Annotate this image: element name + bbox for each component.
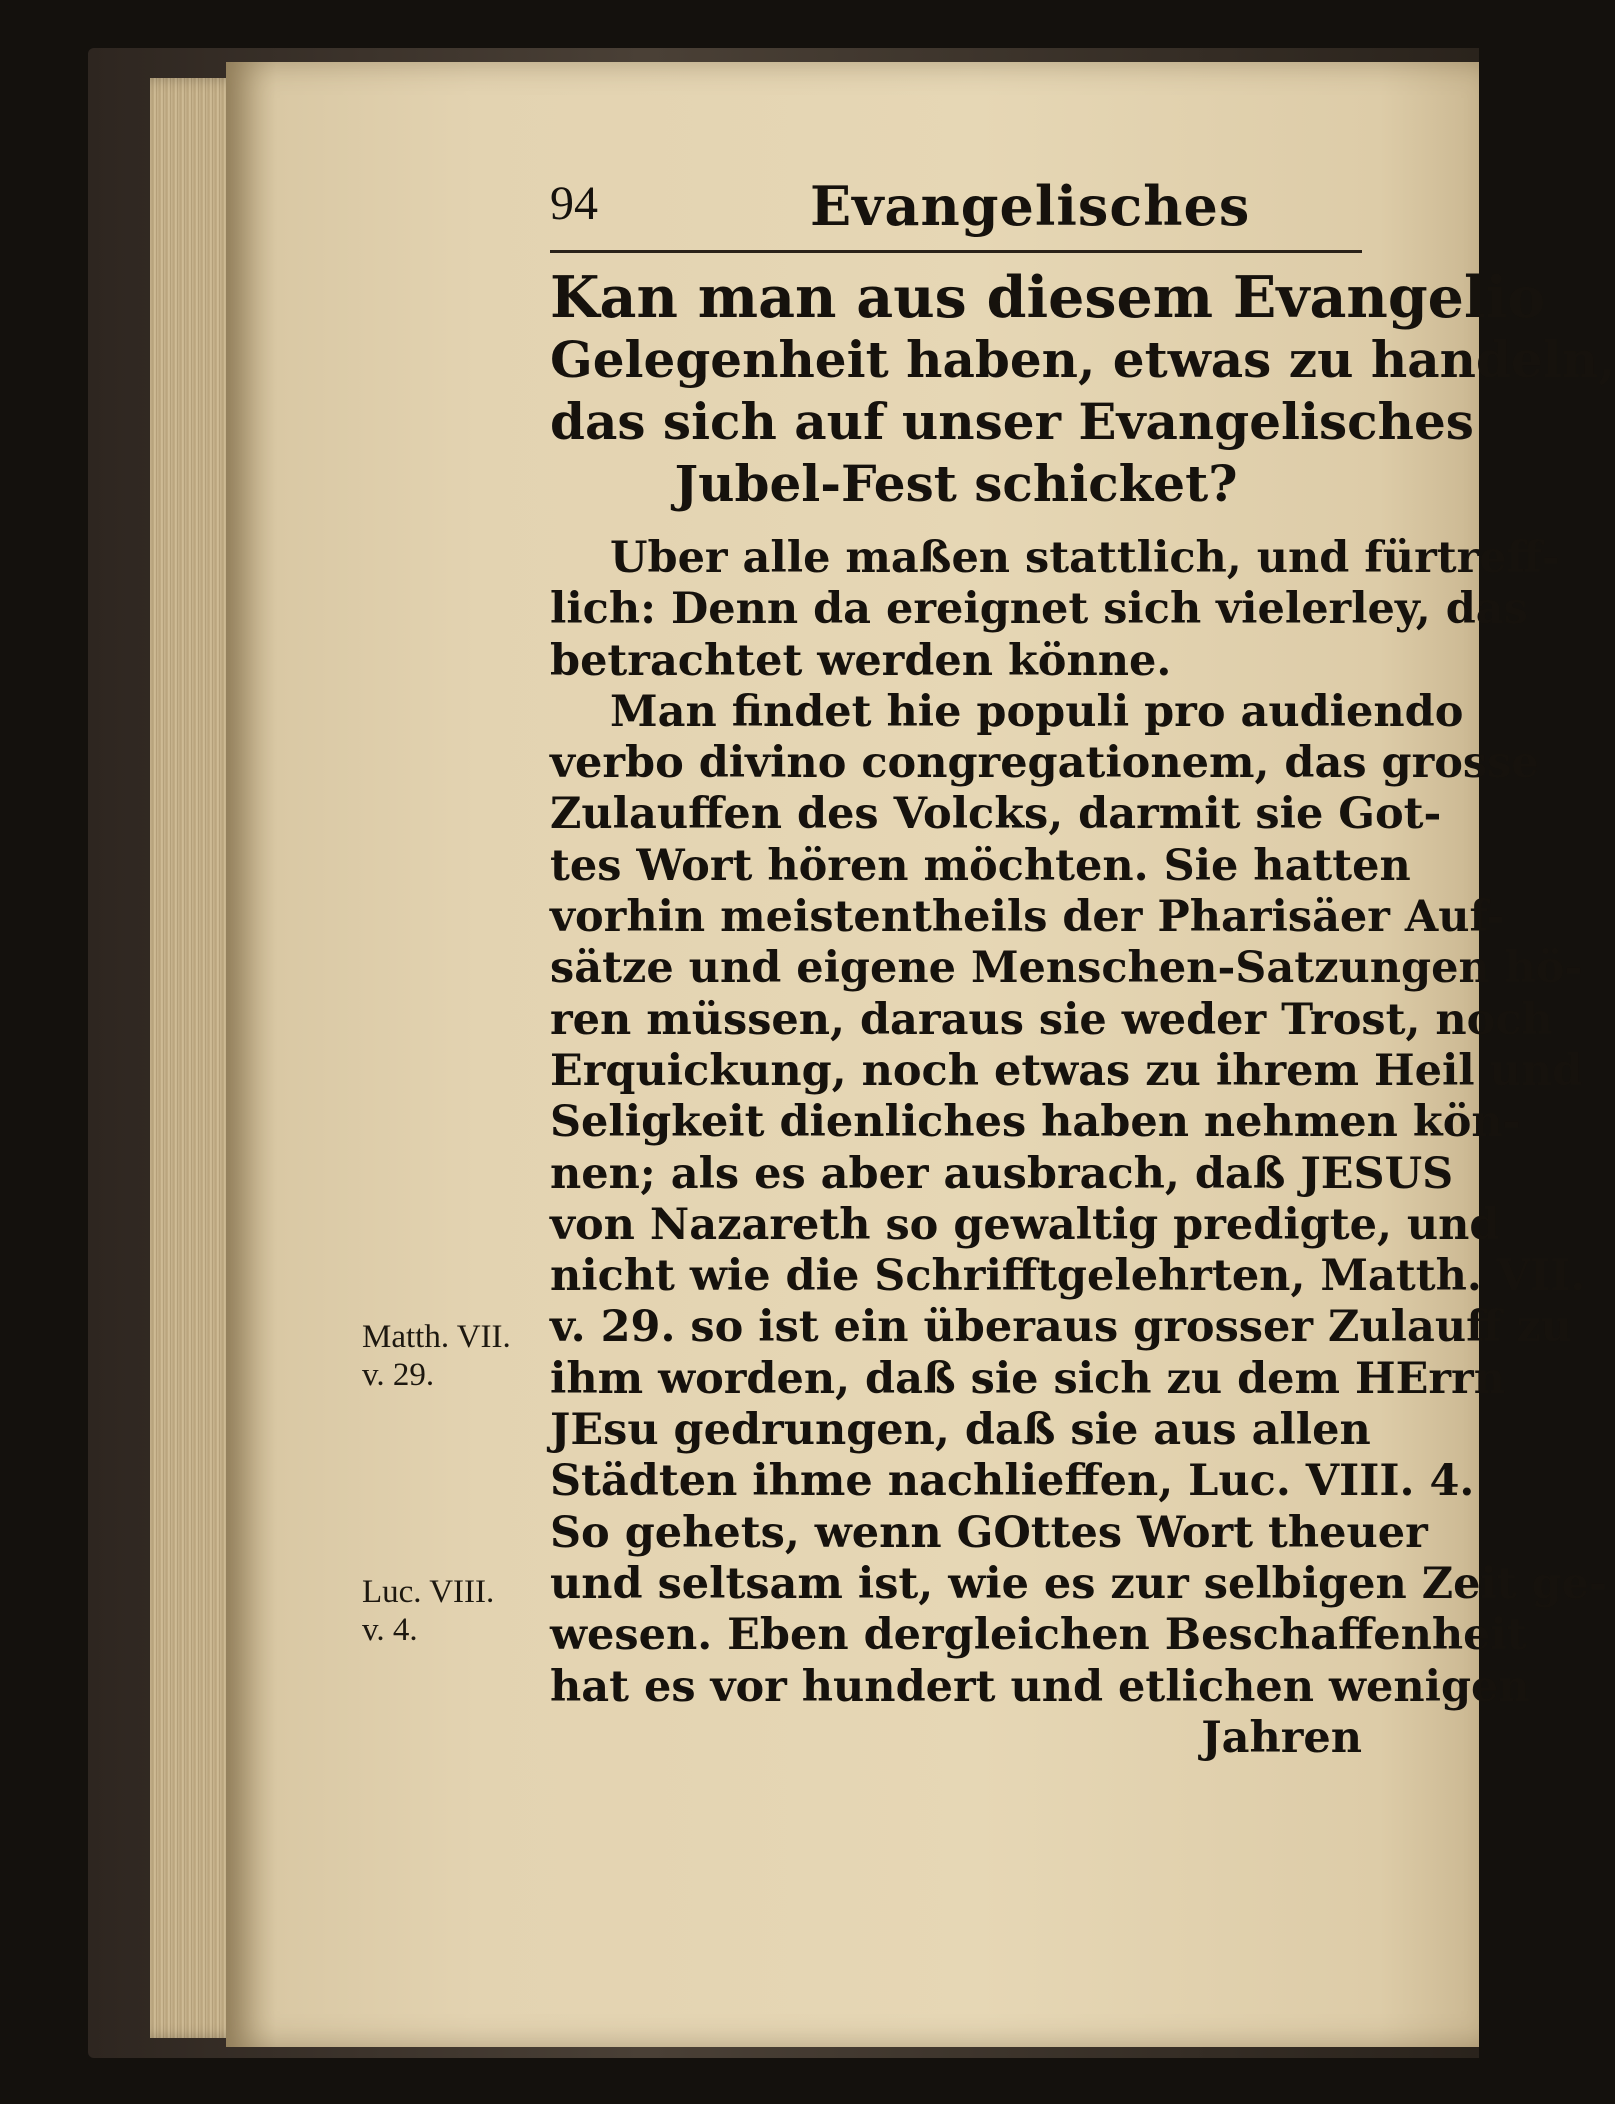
text-line: wesen. Eben dergleichen Beschaffenheit: [550, 1610, 1527, 1661]
text-line: nen; als es aber ausbrach, daß JESUS: [550, 1148, 1454, 1199]
margin-note-line: v. 29.: [362, 1357, 435, 1393]
margin-note-line: v. 4.: [362, 1612, 418, 1648]
text-line: vorhin meistentheils der Pharisäer Auf-: [550, 892, 1505, 943]
text-line: tes Wort hören möchten. Sie hatten: [550, 840, 1411, 891]
text-line: v. 29. so ist ein überaus grosser Zulauff zu: [550, 1302, 1573, 1353]
text-line: Zulauffen des Volcks, darmit sie Got-: [550, 789, 1442, 840]
text-line: ihm worden, daß sie sich zu dem HErrn: [550, 1353, 1505, 1404]
heading-line: Kan man aus diesem Evangelio: [550, 264, 1546, 331]
text-line: und seltsam ist, wie es zur selbigen Zeit ge-: [550, 1558, 1607, 1609]
margin-note: [362, 1573, 494, 1649]
margin-note-line: Matth. VII.: [362, 1319, 511, 1355]
heading-line: Jubel-Fest schicket?: [674, 454, 1238, 513]
running-title: Evangelisches: [810, 174, 1251, 238]
margin-note: [362, 1318, 511, 1394]
body-text: [550, 533, 1607, 1764]
text-line: lich: Denn da ereignet sich vielerley, das: [550, 584, 1528, 635]
section-heading: [550, 264, 1615, 515]
text-line: nicht wie die Schrifftgelehrten, Matth. VII.: [550, 1251, 1586, 1302]
text-line: Erquickung, noch etwas zu ihrem Heil und: [550, 1045, 1583, 1096]
text-line: Man findet hie populi pro audiendo: [610, 686, 1464, 737]
page-header: [550, 168, 1362, 253]
page-content: [550, 168, 1615, 1764]
text-line: hat es vor hundert und etlichen wenigen: [550, 1661, 1530, 1712]
margin-note-line: Luc. VIII.: [362, 1574, 495, 1610]
text-line: Uber alle maßen stattlich, und fürtreff-: [610, 533, 1560, 583]
text-line: Städten ihme nachlieffen, Luc. VIII. 4.: [550, 1456, 1475, 1507]
text-line: sätze und eigene Menschen-Satzungen hö-: [550, 943, 1583, 994]
text-line: ren müssen, daraus sie weder Trost, noch: [550, 994, 1553, 1045]
heading-line: Gelegenheit haben, etwas zu handeln,: [550, 330, 1615, 389]
text-line: Seligkeit dienliches haben nehmen kön-: [550, 1097, 1521, 1148]
text-line: JEsu gedrungen, daß sie aus allen: [550, 1405, 1371, 1456]
text-line: betrachtet werden könne.: [550, 635, 1172, 686]
text-line: von Nazareth so gewaltig predigte, und: [550, 1199, 1500, 1250]
text-line: verbo divino congregationem, das grosse: [550, 738, 1539, 789]
heading-line: das sich auf unser Evangelisches: [550, 392, 1474, 451]
page-number: 94: [550, 177, 598, 230]
text-line: So gehets, wenn GOttes Wort theuer: [550, 1507, 1428, 1558]
catchword: Jahren: [1201, 1712, 1362, 1763]
